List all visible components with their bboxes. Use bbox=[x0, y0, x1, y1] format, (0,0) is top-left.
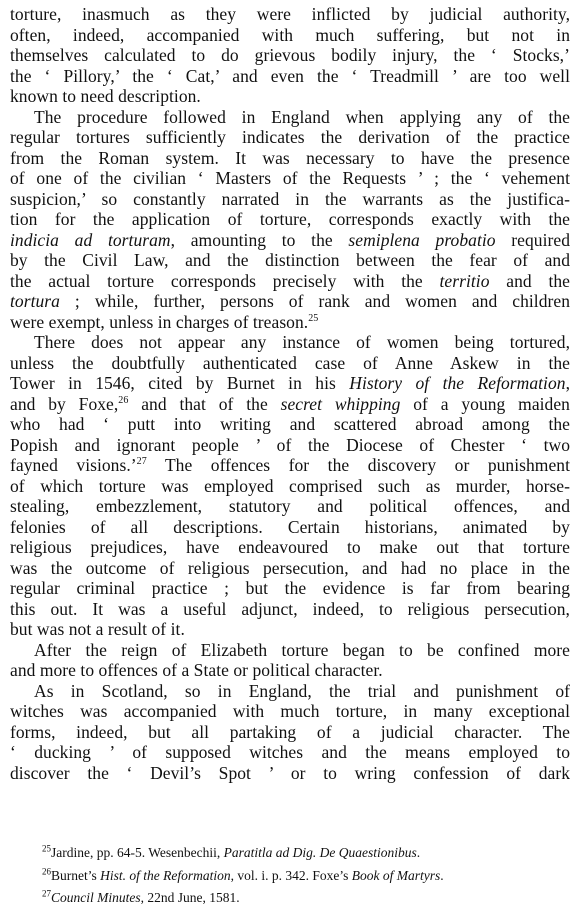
text-line: discover the ‘ Devil’s Spot ’ or to wring confession of dark bbox=[10, 762, 570, 783]
text-line: by the Civil Law, and the distinction between the fear of and bbox=[10, 250, 570, 270]
text-line: The procedure followed in England when applying any of the bbox=[34, 106, 570, 127]
text-span: were exempt, unless in charges of treason. bbox=[10, 311, 309, 332]
text-span: . bbox=[416, 845, 421, 860]
text-span: Burnet’s bbox=[51, 867, 101, 883]
text-line: stealing, embezzlement, statutory and political offences, and bbox=[10, 496, 570, 516]
text-line: As in Scotland, so in England, the trial and punishment of bbox=[34, 680, 570, 701]
text-line: tion for the application of torture, corresponds exactly with the bbox=[10, 209, 570, 229]
footnote-number: 25 bbox=[42, 843, 51, 854]
paragraph-4 bbox=[10, 640, 570, 681]
text-line: known to need description. bbox=[10, 86, 201, 106]
page-body bbox=[10, 4, 570, 783]
text-span: required bbox=[495, 229, 570, 250]
text-line: felonies of all descriptions. Certain historians, animated by bbox=[10, 516, 570, 537]
italic-title: Hist. of the Reformation bbox=[100, 867, 231, 883]
text-line: who had ‘ putt into writing and scattered abroad among the bbox=[10, 414, 570, 434]
italic-term: semiplena probatio bbox=[348, 229, 496, 250]
text-line: After the reign of Elizabeth torture began to be confined more bbox=[34, 639, 570, 660]
text-span: and that of the bbox=[128, 393, 281, 414]
text-line: witches was accompanied with much torture, in many exceptional bbox=[10, 701, 570, 721]
text-line bbox=[10, 394, 570, 415]
text-span: ; while, further, persons of rank and women and children bbox=[59, 291, 570, 311]
text-span: the actual torture corresponds precisely with the bbox=[10, 270, 440, 291]
italic-term: secret whipping bbox=[280, 393, 401, 414]
text-line bbox=[10, 291, 570, 312]
text-span: , bbox=[565, 373, 570, 393]
text-span: , vol. i. p. 342. Foxe’s bbox=[230, 867, 352, 883]
italic-term: History of the Reformation bbox=[349, 373, 566, 393]
text-line: but was not a result of it. bbox=[10, 619, 185, 639]
text-line bbox=[10, 455, 570, 476]
italic-term: indicia ad torturam bbox=[10, 229, 171, 250]
paragraph-3 bbox=[10, 332, 570, 640]
paragraph-5 bbox=[10, 681, 570, 784]
text-span: . bbox=[440, 867, 444, 883]
paragraph-2 bbox=[10, 107, 570, 333]
text-line: the ‘ Pillory,’ the ‘ Cat,’ and even the ‘ Treadmill ’ are too well bbox=[10, 65, 570, 86]
text-span: of a young maiden bbox=[400, 393, 570, 414]
text-line: Popish and ignorant people ’ of the Diocese of Chester ‘ two bbox=[10, 434, 570, 455]
text-line: this out. It was a useful adjunct, indeed, to religious persecution, bbox=[10, 598, 570, 619]
footnote-25 bbox=[42, 842, 562, 865]
italic-term: tortura bbox=[10, 291, 60, 311]
text-line: regular tortures sufficiently indicates the derivation of the practice bbox=[10, 127, 570, 147]
text-span: Jardine, pp. 64-5. Wesenbechii, bbox=[51, 845, 224, 860]
text-line: There does not appear any instance of women being tortured, bbox=[34, 332, 570, 352]
text-line: torture, inasmuch as they were inflicted by judicial authority, bbox=[10, 4, 570, 24]
footnotes bbox=[42, 842, 562, 910]
text-line: religious prejudices, have endeavoured to make out that torture bbox=[10, 537, 570, 557]
text-line: forms, indeed, but all partaking of a judicial character. The bbox=[10, 721, 570, 742]
text-line: ‘ ducking ’ of supposed witches and the means employed to bbox=[10, 742, 570, 762]
text-line: was the outcome of religious persecution, and had no place in the bbox=[10, 557, 570, 578]
footnote-ref[interactable]: 25 bbox=[308, 312, 319, 324]
italic-title: Book of Martyrs bbox=[351, 867, 441, 883]
footnote-26 bbox=[42, 865, 562, 888]
text-line: unless the doubtfully authenticated case of Anne Askew in the bbox=[10, 352, 570, 373]
text-line: themselves calculated to do grievous bodily injury, the ‘ Stocks,’ bbox=[10, 45, 570, 65]
text-line: of which torture was employed comprised such as murder, horse- bbox=[10, 475, 570, 496]
footnote-ref[interactable]: 27 bbox=[136, 456, 147, 468]
text-line bbox=[10, 373, 570, 394]
text-line: of one of the civilian ‘ Masters of the Requests ’ ; the ‘ vehement bbox=[10, 168, 570, 188]
text-span: fayned visions.’ bbox=[10, 455, 137, 475]
footnote-number: 27 bbox=[42, 888, 51, 899]
text-span: and by Foxe, bbox=[10, 393, 119, 414]
text-line bbox=[10, 271, 570, 292]
text-span: , amounting to the bbox=[170, 229, 349, 250]
paragraph-1 bbox=[10, 4, 570, 107]
footnote-ref[interactable]: 26 bbox=[118, 394, 129, 406]
text-line bbox=[10, 312, 570, 333]
footnote-27 bbox=[42, 887, 562, 910]
text-span: , 22nd June, 1581. bbox=[140, 890, 240, 905]
text-line: often, indeed, accompanied with much suffering, but not in bbox=[10, 24, 570, 45]
italic-term: territio bbox=[439, 270, 490, 291]
footnote-number: 26 bbox=[42, 866, 51, 876]
text-line bbox=[10, 230, 570, 251]
italic-title: Council Minutes bbox=[51, 890, 141, 905]
text-line: suspicion,’ so constantly narrated in the warrants as the justifica- bbox=[10, 188, 570, 209]
text-span: The offences for the discovery or punishment bbox=[146, 455, 570, 475]
italic-title: Paratitla ad Dig. De Quaestionibus bbox=[223, 845, 417, 860]
text-line: from the Roman system. It was necessary to have the presence bbox=[10, 147, 570, 168]
text-span: and the bbox=[489, 270, 570, 291]
text-line: regular criminal practice ; but the evidence is far from bearing bbox=[10, 578, 570, 598]
text-line: and more to offences of a State or political character. bbox=[10, 660, 383, 680]
text-span: Tower in 1546, cited by Burnet in his bbox=[10, 373, 350, 393]
